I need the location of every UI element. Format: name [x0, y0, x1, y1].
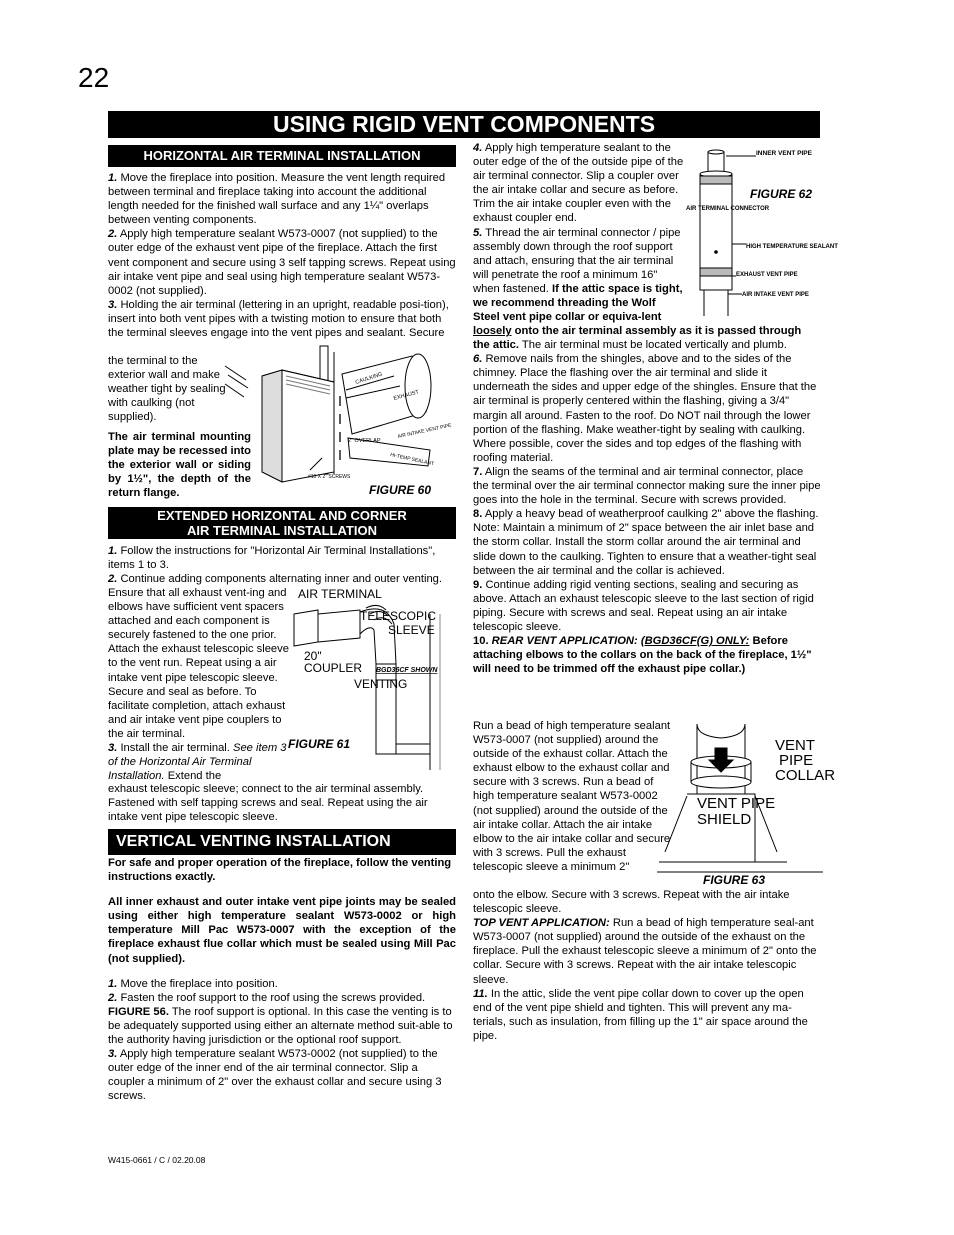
figure-60-caption: FIGURE 60	[369, 483, 432, 497]
fig61-telescopic-label: TELESCOPIC	[360, 609, 437, 623]
step-number: 6.	[473, 353, 483, 366]
right-step-6: Remove nails from the shingles, above and to the sides of the chimney. Place the flashing over the air terminal and slide it underneath the sides and upper edge of the shingles. Ensure that the air terminal is properly centered within the flashing, giving a 3/4" margin all around. Fasten to the roof. Do NOT nail through the lower portion of the flashing. Make weather-tight by sealing with caulking. Where possible, cover the sides and top edges of the flashing with roofing material.	[473, 353, 817, 464]
fig63-collar-label: COLLAR	[775, 767, 836, 784]
fig63-vent-label: VENT	[775, 737, 816, 754]
extended-heading-line-1: EXTENDED HORIZONTAL AND CORNER	[157, 508, 407, 523]
right-step-4: Apply high temperature sealant to the outer edge of the of the outside pipe of the air terminal connector. Slip a coupler over the air intake collar and secure as before. Trim the air intake coupler even with the exhaust coupler end.	[473, 142, 684, 225]
vertical-step-1: Move the fireplace into position.	[120, 977, 278, 990]
rear-vent-bold-note: Before attaching elbows to the collars on the back of the fireplace, 1½" will need to be trimmed off the exhaust pipe collar.)	[473, 635, 812, 676]
right-step-5: Thread the air terminal connector / pipe assembly down through the roof support and attach, ensuring that the air terminal will penetrate the roof a minimum 16" when fastened.	[473, 226, 681, 295]
step-number: 1.	[108, 172, 118, 184]
step-number: 9.	[473, 578, 483, 591]
right-step-5-cont: The air terminal must be located vertically and plumb.	[521, 339, 787, 352]
fig61-venting-label: VENTING	[354, 677, 408, 691]
horizontal-step-2: Apply high temperature sealant W573-0007 (not supplied) to the outer edge of the exhaust vent pipe of the fireplace. Attach the first vent component and secure using 3 self tapping screws. Repeat using air intake vent pipe and seal using high temperature sealant W573-0002 (not supplied).	[108, 228, 456, 297]
right-step-10-text: Run a bead of high temperature sealant W573-0007 (not supplied) around the outside of the exhaust collar. Attach the exhaust elbow to the exhaust collar and secure with 3 screws. Run a bead of high temperature sealant W573-0002 (not supplied) around the outside of the air intake collar. Attach the air intake elbow to the air intake collar and secure with 3 screws. Pull the exhaust telescopic sleeve a minimum 2"	[473, 720, 671, 873]
horizontal-heading: HORIZONTAL AIR TERMINAL INSTALLATION	[108, 145, 456, 167]
fig61-shown-label: BGD36CF SHOWN	[376, 667, 438, 674]
extended-step-3: Install the air terminal.	[120, 742, 230, 755]
page-title: USING RIGID VENT COMPONENTS	[108, 111, 820, 138]
fig61-coupler-label: COUPLER	[304, 661, 363, 675]
vertical-step-2: Fasten the roof support to the roof using the screws provided.	[120, 991, 426, 1004]
rear-vent-label: REAR VENT APPLICATION:	[491, 635, 638, 648]
top-vent-label: TOP VENT APPLICATION:	[473, 917, 610, 930]
step-number: 1.	[108, 977, 118, 990]
right-step-8: Apply a heavy bead of weatherproof caulking 2" above the flashing. Note: Maintain a minimum of 2" space between the air inlet base and the storm collar. Install the storm collar around the air terminal and slide down to the caulking. Tighten to ensure that a weather-tight seal between the air terminal and the collar is achieved.	[473, 508, 819, 577]
horizontal-step-3: Holding the air terminal (lettering in an upright, readable posi-tion), insert into both vent pipes with a twisting motion to ensure that both the terminal sleeves engage into the vent pipes and sealant. Secure	[108, 298, 449, 340]
right-step-5-loosely: loosely	[473, 325, 512, 337]
vertical-sealant-note: All inner exhaust and outer intake vent pipe joints may be sealed using either high temperature sealant W573-0002 or high temperature Mill Pac W573-0007 with the exception of the fireplace exhaust flue collar which must be sealed using Mill Pac (not supplied).	[108, 896, 456, 965]
horizontal-note: The air terminal mounting plate may be recessed into the exterior wall or siding by 1½", the depth of the return flange.	[108, 431, 252, 500]
step-number: 3.	[108, 1048, 118, 1061]
right-step-7: Align the seams of the terminal and air terminal connector, place the terminal over the air terminal connector making sure the inner pipe goes into the hole in the terminal. Secure with screws provided.	[473, 465, 821, 507]
step-number: 1.	[108, 545, 118, 557]
document-code: W415-0661 / C / 02.20.08	[108, 1155, 206, 1165]
step-number: 3.	[108, 742, 118, 755]
extended-step-2-cont	[108, 586, 290, 783]
figure-63-caption: FIGURE 63	[703, 873, 766, 887]
rear-vent-model: (BGD36CF(G) ONLY:	[640, 635, 750, 648]
right-steps-bottom	[473, 888, 821, 1043]
step-number: 11.	[473, 987, 488, 1000]
vertical-step-3: Apply high temperature sealant W573-0002 (not supplied) to the outer edge of the inner end of the air terminal connector. Slip a coupler a minimum of 2" over the exhaust collar and secure using 3 screws.	[108, 1048, 442, 1103]
step-number: 7.	[473, 465, 483, 478]
step-number: 4.	[473, 142, 483, 154]
extended-step-2: Continue adding components alternating inner and outer venting.	[120, 573, 443, 586]
fig63-shield-label-2: SHIELD	[697, 811, 752, 828]
extended-step-2-text: Ensure that all exhaust vent-ing and elbows have sufficient vent spacers attached and each component is securely fastened to the one prior. Attach the exhaust telescopic sleeve to the vent run. Repeat using a air intake vent pipe telescopic sleeve. Secure and seal as before. To facilitate completion, attach exhaust and air intake vent pipe couplers to the air terminal.	[108, 587, 289, 740]
right-steps-main	[473, 324, 821, 676]
top-vent-text: Run a bead of high temperature seal-ant W573-0007 (not supplied) around the outside of the exhaust on the fireplace. Pull the exhaust telescopic sleeve a minimum of 2" onto the collar. Secure with 3 screws. Repeat with the air intake telescopic sleeve.	[473, 917, 817, 986]
fig63-shield-label-1: VENT PIPE	[697, 795, 776, 812]
step-number: 10.	[473, 635, 489, 648]
fig61-air-terminal-label: AIR TERMINAL	[298, 587, 382, 601]
fig63-pipe-label: PIPE	[779, 752, 814, 769]
right-steps-top	[473, 141, 685, 324]
fig60-exhaust-label: EXHAUST	[392, 389, 420, 402]
figure-62-illustration	[686, 140, 838, 322]
step-number: 2.	[108, 228, 118, 241]
extended-heading-line-2: AIR TERMINAL INSTALLATION	[187, 523, 377, 538]
page-number: 22	[78, 62, 110, 93]
vertical-intro: For safe and proper operation of the fireplace, follow the venting instructions exactly.	[108, 857, 452, 884]
extended-steps	[108, 544, 456, 586]
fig61-sleeve-label: SLEEVE	[388, 623, 435, 637]
extended-step-3-reference: See item 3 of the Horizontal Air Terminal Installation.	[108, 742, 287, 783]
step-number: 3.	[108, 298, 118, 311]
extended-step-1: Follow the instructions for "Horizontal Air Terminal Installations", items 1 to 3.	[108, 545, 436, 572]
horizontal-step-1: Move the fireplace into position. Measure the vent length required between terminal and fireplace taking into account the additional length needed for the finished wall surface and any 1¼" overlaps between venting components.	[108, 172, 446, 227]
fig62-connector-label: AIR TERMINAL CONNECTOR	[686, 206, 770, 212]
vertical-heading: VERTICAL VENTING INSTALLATION	[108, 829, 456, 855]
right-step-11: In the attic, slide the vent pipe collar down to cover up the open end of the vent pipe shield and tighten. This will prevent any ma-terials, such as insulation, from filling up the 1" air space around the pipe.	[473, 987, 808, 1042]
step-number: 5.	[473, 226, 483, 239]
step-number: 8.	[473, 508, 483, 521]
right-step-9: Continue adding rigid venting sections, sealing and securing as above. Attach an exhaust telescopic sleeve to the last section of rigid piping. Secure with screws and seal. Repeat using an air intake telescopic sleeve.	[473, 578, 814, 633]
vertical-step-2-figure-ref: FIGURE 56.	[108, 1005, 169, 1018]
fig60-air-intake-label: AIR INTAKE VENT PIPE	[397, 422, 453, 440]
step-number: 2.	[108, 991, 118, 1004]
right-step-5-bold-2: onto the air terminal assembly as it is passed through the attic.	[473, 325, 802, 352]
figure-62-caption: FIGURE 62	[750, 187, 813, 201]
right-step-10-cont: onto the elbow. Secure with 3 screws. Repeat with the air intake telescopic sleeve.	[473, 889, 790, 916]
extended-heading	[108, 507, 456, 539]
fig60-overlap-label: 2" OVERLAP	[348, 438, 381, 444]
figure-63-illustration	[657, 722, 836, 872]
fig61-coupler-size-label: 20"	[304, 649, 322, 663]
step-number: 2.	[108, 573, 118, 586]
horizontal-steps	[108, 171, 456, 340]
figure-60-illustration	[222, 342, 456, 490]
right-step-5-bold: If the attic space is tight, we recommend threading the Wolf Steel vent pipe collar or equiva-lent	[473, 282, 683, 324]
fig60-caulking-label: CAULKING	[354, 371, 384, 386]
vertical-step-2-cont: The roof support is optional. In this case the venting is to be adequately supported using either an alternate method suit-able to the authority having jurisdiction or the optional roof support.	[108, 1005, 453, 1047]
fig62-exhaust-label: EXHAUST VENT PIPE	[736, 272, 798, 278]
figure-61-caption: FIGURE 61	[288, 737, 351, 751]
fig62-intake-label: AIR INTAKE VENT PIPE	[742, 292, 809, 298]
fig62-inner-label: INNER VENT PIPE	[756, 150, 812, 157]
extended-step-3-cont: Extend the	[167, 770, 222, 783]
vertical-text	[108, 856, 456, 1104]
fig60-screws-label: #10 X 2" SCREWS	[308, 474, 351, 480]
fig62-sealant-label: HIGH TEMPERATURE SEALANT	[746, 244, 838, 250]
horizontal-step-3-cont: the terminal to the exterior wall and make weather tight by sealing with caulking (not supplied).	[108, 355, 226, 424]
fig60-hi-temp-label: HI-TEMP SEALANT	[389, 452, 435, 468]
extended-step-3-end: exhaust telescopic sleeve; connect to the air terminal assembly. Fastened with self tapping screws and seal. Repeat using the air intake vent pipe telescopic sleeve.	[108, 783, 428, 824]
